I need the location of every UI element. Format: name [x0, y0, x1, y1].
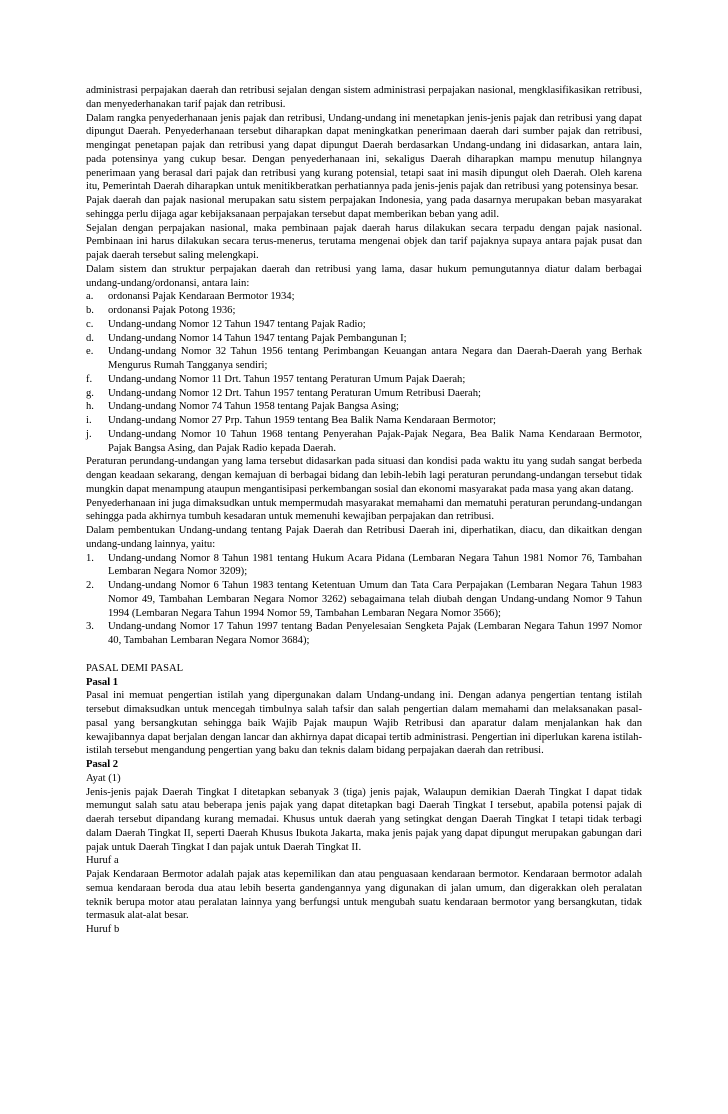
intro-paragraph: Dalam sistem dan struktur perpajakan daerah dan retribusi yang lama, dasar hukum pemungutannya diatur dalam berbagai undang-undang/ordonansi, antara lain: — [86, 263, 642, 289]
related-laws-list — [86, 552, 642, 648]
list-item — [86, 400, 642, 414]
intro-paragraph: Sejalan dengan perpajakan nasional, maka pembinaan pajak daerah harus dilakukan secara terpadu dengan pajak nasional. Pembinaan ini harus dilakukan secara terus-menerus, terutama mengenai objek dan tarif pajaknya supaya antara pajak pusat dan pajak daerah tersebut saling melengkapi. — [86, 222, 642, 261]
list-item — [86, 387, 642, 401]
list-marker: a. — [86, 291, 94, 303]
huruf-b-label: Huruf b — [86, 924, 120, 935]
list-item — [86, 552, 642, 580]
list-marker: b. — [86, 305, 94, 316]
pasal-2-heading: Pasal 2 — [86, 759, 119, 770]
list-item-text: Undang-undang Nomor 12 Tahun 1947 tentang Pajak Radio; — [108, 318, 366, 330]
list-item-text: Undang-undang Nomor 10 Tahun 1968 tentang Penyerahan Pajak-Pajak Negara, Bea Balik Nama Kendaraan Bermotor, Pajak Bangsa Asing, dan Pajak Radio kepada Daerah. — [108, 428, 642, 454]
list-item-text: Undang-undang Nomor 6 Tahun 1983 tentang Ketentuan Umum dan Tata Cara Perpajakan (Lembaran Negara Tahun 1983 Nomor 49, Tambahan Lembaran Negara Nomor 3262) sebagaimana telah diubah dengan Undang-undang Nomor 9 Tahun 1994 (Lembaran Negara Tahun 1994 Nomor 59, Tambahan Lembaran Negara Nomor 3566); — [108, 580, 642, 619]
list-marker: d. — [86, 332, 94, 344]
list-marker: e. — [86, 346, 94, 358]
intro-paragraph: Dalam rangka penyederhanaan jenis pajak dan retribusi, Undang-undang ini menetapkan jenis-jenis pajak dan retribusi yang dapat dipungut Daerah. Penyederhanaan tersebut diharapkan dapat meningkatkan penerimaan daerah dari sumber pajak dan retribusi, mengingat penetapan pajak dan retribusi yang dapat dipungut Daerah berdasarkan Undang-undang ini didasarkan, antara lain, pada potensinya yang cukup besar. Dengan penyederhanaan ini, sekaligus Daerah diharapkan mampu menutup hilangnya penerimaan yang berasal dari pajak dan retribusi yang kurang potensial, tetapi saat ini masih dipungut oleh Daerah. Oleh karena itu, Pemerintah Daerah diharapkan untuk menitikberatkan perhatiannya pada jenis-jenis pajak dan retribusi yang potensinya besar. — [86, 112, 642, 193]
list-marker: j. — [86, 428, 92, 440]
list-item-text: Undang-undang Nomor 11 Drt. Tahun 1957 tentang Peraturan Umum Pajak Daerah; — [108, 373, 466, 385]
intro-paragraph: administrasi perpajakan daerah dan retribusi sejalan dengan sistem administrasi perpajakan nasional, mengklasifikasikan retribusi, dan menyederhanakan tarif pajak dan retribusi. — [86, 85, 642, 110]
list-item-text: Undang-undang Nomor 32 Tahun 1956 tentang Perimbangan Keuangan antara Negara dan Daerah-Daerah yang Berhak Mengurus Rumah Tangganya sendiri; — [108, 346, 642, 371]
list-item-text: Undang-undang Nomor 27 Prp. Tahun 1959 tentang Bea Balik Nama Kendaraan Bermotor; — [108, 415, 496, 426]
list-item — [86, 290, 642, 304]
ayat-label: Ayat (1) — [86, 772, 121, 784]
list-item — [86, 620, 642, 648]
list-marker: g. — [86, 387, 94, 399]
list-item — [86, 428, 642, 456]
list-item — [86, 414, 642, 428]
list-item — [86, 579, 642, 620]
list-marker: 2. — [86, 580, 94, 591]
pasal-1-heading: Pasal 1 — [86, 676, 119, 688]
huruf-a-label: Huruf a — [86, 855, 119, 867]
list-item — [86, 304, 642, 318]
list-marker: 3. — [86, 621, 94, 633]
list-item — [86, 332, 642, 346]
body-paragraph: Peraturan perundang-undangan yang lama tersebut didasarkan pada situasi dan kondisi pada waktu itu yang sudah sangat berbeda dengan keadaan sekarang, dengan kemajuan di berbagai bidang dan lebih-lebih lagi peraturan perundang-undangan tersebut tidak mungkin dapat menampung ataupun mengantisipasi perkembangan sosial dan ekonomi masyarakat pada masa yang akan datang. — [86, 456, 642, 495]
list-item-text: Undang-undang Nomor 8 Tahun 1981 tentang Hukum Acara Pidana (Lembaran Negara Tahun 1981 Nomor 76, Tambahan Lembaran Negara Nomor 3209); — [108, 552, 642, 578]
list-marker: i. — [86, 415, 92, 426]
list-item — [86, 345, 642, 373]
section-heading: PASAL DEMI PASAL — [86, 662, 184, 674]
pasal-1-text: Pasal ini memuat pengertian istilah yang dipergunakan dalam Undang-undang ini. Dengan adanya pengertian tentang istilah tersebut dimaksudkan untuk mencegah timbulnya salah tafsir dan salah pengertian dalam memahami dan melaksanakan pasal-pasal yang bersangkutan sehingga baik Wajib Pajak maupun Wajib Retribusi dan aparatur dalam menjalankan hak dan kewajibannya dapat berjalan dengan lancar dan akhirnya dapat dicapai tertib administrasi. Pengertian ini diperlukan karena istilah-istilah tersebut mengandung pengertian yang baku dan teknis dalam bidang perpajakan daerah dan retribusi. — [86, 690, 642, 757]
list-item-text: Undang-undang Nomor 74 Tahun 1958 tentang Pajak Bangsa Asing; — [108, 401, 399, 413]
section-spacer — [86, 648, 642, 662]
list-item-text: Undang-undang Nomor 14 Tahun 1947 tentang Pajak Pembangunan I; — [108, 332, 407, 344]
list-item-text: Undang-undang Nomor 17 Tahun 1997 tentang Badan Penyelesaian Sengketa Pajak (Lembaran Negara Tahun 1997 Nomor 40, Tambahan Lembaran Negara Nomor 3684); — [108, 621, 642, 646]
law-list — [86, 290, 642, 455]
list-marker: 1. — [86, 552, 94, 564]
list-item — [86, 373, 642, 387]
huruf-a-text: Pajak Kendaraan Bermotor adalah pajak atas kepemilikan dan atau penguasaan kendaraan bermotor. Kendaraan bermotor adalah semua kendaraan beroda dua atau lebih beserta gandengannya yang digunakan di jalan umum, dan digerakkan oleh peralatan teknik berupa motor atau peralatan lainnya yang berfungsi untuk mengubah suatu kendaraan bermotor yang bersangkutan, tidak termasuk alat-alat besar. — [86, 869, 642, 922]
list-item-text: ordonansi Pajak Potong 1936; — [108, 305, 236, 316]
list-marker: c. — [86, 318, 94, 330]
list-marker: h. — [86, 401, 94, 413]
list-item-text: ordonansi Pajak Kendaraan Bermotor 1934; — [108, 291, 295, 303]
body-paragraph: Dalam pembentukan Undang-undang tentang Pajak Daerah dan Retribusi Daerah ini, diperhatikan, diacu, dan dikaitkan dengan undang-undang lainnya, yaitu: — [86, 525, 642, 550]
body-paragraph: Penyederhanaan ini juga dimaksudkan untuk mempermudah masyarakat memahami dan mematuhi peraturan perundang-undangan sehingga pada akhirnya tumbuh kesadaran untuk memenuhi kewajiban perpajakan dan retribusi. — [86, 497, 642, 523]
list-marker: f. — [86, 373, 93, 385]
list-item-text: Undang-undang Nomor 12 Drt. Tahun 1957 tentang Peraturan Umum Retribusi Daerah; — [108, 387, 481, 399]
list-item — [86, 318, 642, 332]
intro-paragraph: Pajak daerah dan pajak nasional merupakan satu sistem perpajakan Indonesia, yang pada dasarnya merupakan beban masyarakat sehingga perlu dijaga agar kebijaksanaan perpajakan tersebut dapat memberikan beban yang adil. — [86, 195, 642, 220]
ayat-text: Jenis-jenis pajak Daerah Tingkat I ditetapkan sebanyak 3 (tiga) jenis pajak, Walaupun demikian Daerah Tingkat I dapat tidak memungut salah satu atau beberapa jenis pajak yang dapat ditetapkan bagi Daerah Tingkat I tersebut, apabila potensi pajak di daerah tersebut dipandang kurang memadai. Khusus untuk daerah yang setingkat dengan Daerah Tingkat I tetapi tidak terbagi dalam Daerah Tingkat II, seperti Daerah Khusus Ibukota Jakarta, maka jenis pajak yang dapat dipungut merupakan gabungan dari pajak untuk Daerah Tingkat I dan pajak untuk Daerah Tingkat II. — [86, 786, 642, 853]
